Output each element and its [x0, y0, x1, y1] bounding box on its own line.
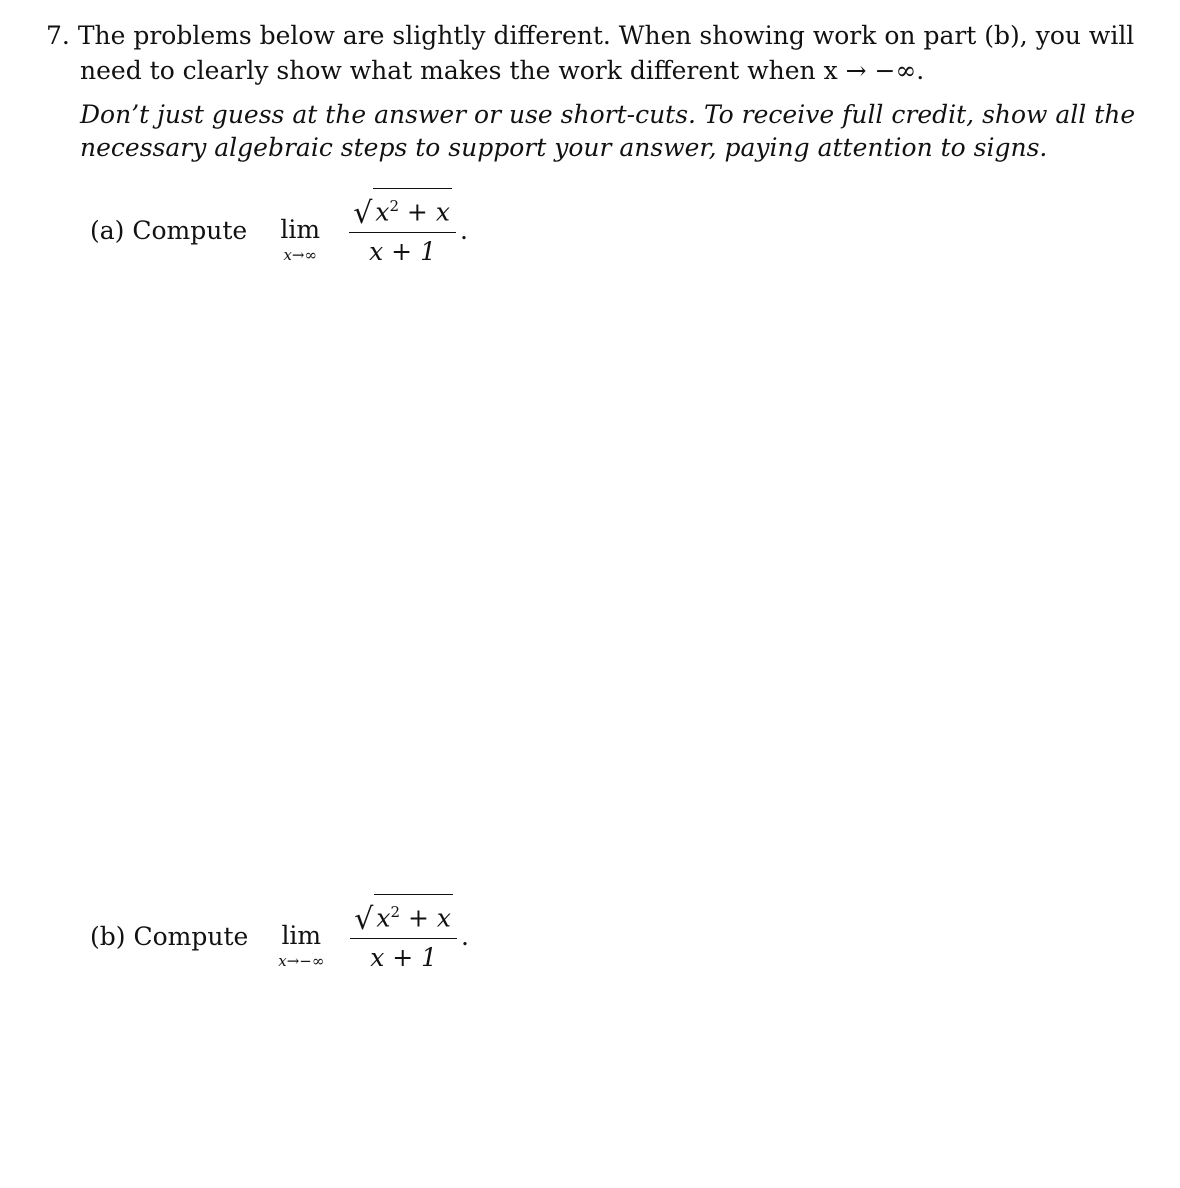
part-b-lim-word: lim: [281, 921, 322, 950]
part-b-denominator: x + 1: [370, 942, 438, 972]
part-a-radicand-exponent: 2: [389, 197, 399, 216]
instructions-line-2: necessary algebraic steps to support your answer, paying attention to signs.: [80, 133, 1048, 162]
instructions: [80, 98, 1140, 164]
problem-text-2: need to clearly show what makes the work different when x → −∞.: [80, 56, 925, 85]
part-a-radicand-rest: + x: [398, 197, 450, 227]
problem-number: 7.: [46, 21, 70, 50]
part-b-radicand-exponent: 2: [390, 903, 401, 922]
part-b-fraction: [350, 894, 457, 973]
problem-line-1: [46, 18, 1135, 53]
part-a-period: .: [459, 215, 468, 245]
part-b-label: (b) Compute: [90, 921, 249, 951]
part-a-numerator: [349, 188, 456, 231]
part-a-limit: [261, 215, 339, 264]
part-a: [90, 190, 468, 270]
part-b-limit: [262, 921, 340, 970]
part-b: [90, 896, 469, 976]
problem-statement: [46, 18, 1135, 88]
part-b-lim-subscript: x→−∞: [278, 952, 325, 970]
square-root-icon: √: [354, 901, 374, 937]
square-root-icon: √: [353, 195, 373, 231]
part-a-radicand-base: x: [375, 197, 390, 227]
part-a-radicand: [373, 188, 452, 228]
part-a-label: (a) Compute: [90, 215, 248, 245]
part-b-radicand-rest: + x: [400, 903, 452, 933]
part-b-radicand-base: x: [376, 903, 391, 933]
part-b-period: .: [461, 921, 469, 951]
instructions-line-1: Don’t just guess at the answer or use short-cuts. To receive full credit, show all the: [80, 100, 1136, 129]
part-a-fraction: [349, 188, 456, 267]
part-b-radicand: [374, 894, 453, 934]
part-a-denominator: x + 1: [369, 236, 436, 266]
part-b-numerator: [350, 894, 457, 937]
problem-text-1: The problems below are slightly different. When showing work on part (b), you will: [77, 21, 1135, 50]
part-a-lim-word: lim: [280, 215, 321, 244]
part-a-lim-subscript: x→∞: [283, 246, 317, 264]
